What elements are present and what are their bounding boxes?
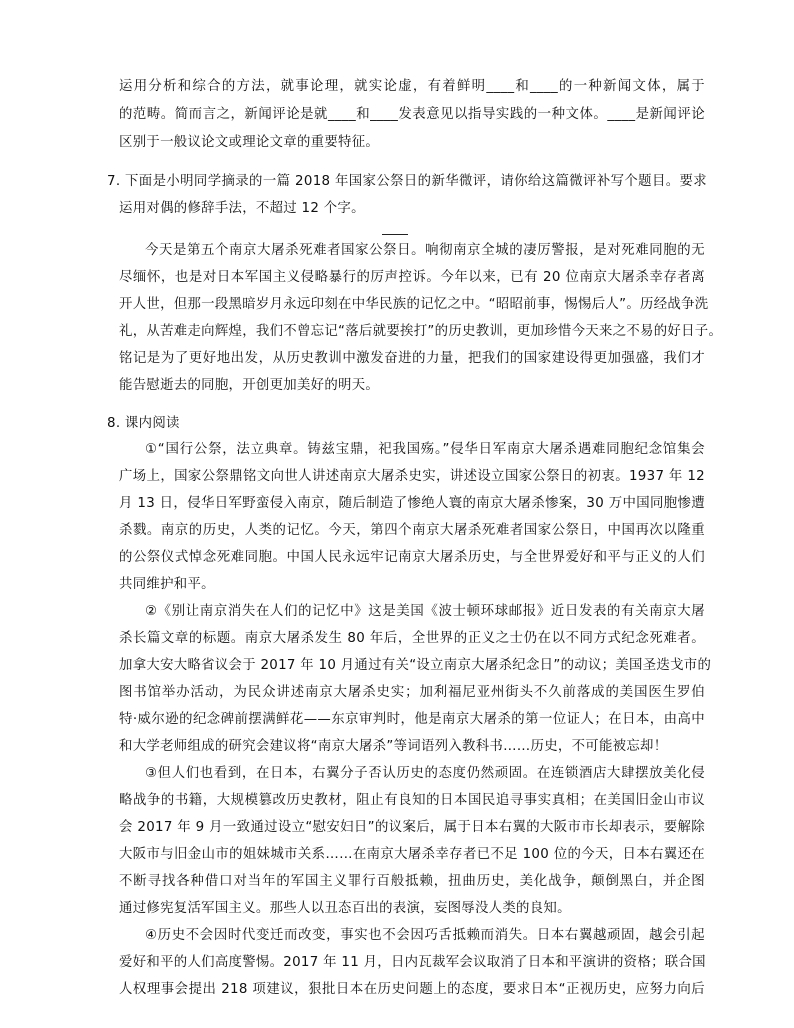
q8-p2-line-5: 特·威尔逊的纪念碑前摆满鲜花——东京审判时，他是南京大屠杀的第一位证人；在日本，由高中 (119, 712, 705, 727)
q8-p3-line-5: 不断寻找各种借口对当年的军国主义罪行百般抵赖，扭曲历史，美化战争，颠倒黑白，并企图 (119, 874, 705, 889)
q8-p3-line-3: 会 2017 年 9 月一致通过设立“慰安妇日”的议案后，属于日本右翼的大阪市市长却表示，要解除 (119, 820, 705, 835)
q8-p1-line-5: 的公祭仪式悼念死难同胞。中国人民永远牢记南京大屠杀历史，与全世界爱好和平与正义的人们 (119, 550, 705, 565)
q8-p3-line-1: ③但人们也看到，在日本，右翼分子否认历史的态度仍然顽固。在连锁酒店大肆摆放美化侵 (145, 766, 705, 781)
q7-passage-line-3: 开人世，但那一段黑暗岁月永远印刻在中华民族的记忆之中。“昭昭前事，惕惕后人”。历经战争洗 (119, 297, 709, 312)
q8-p4-line-3: 人权理事会提出 218 项建议，狠批日本在历史问题上的态度，要求日本“正视历史，应努力向后 (119, 982, 705, 997)
q7-passage-line-4: 礼，从苦难走向辉煌，我们不曾忘记“落后就要挨打”的历史教训，更加珍惜今天来之不易的好日子。 (119, 324, 723, 339)
q8-title: 8. 课内阅读 (107, 416, 180, 431)
q8-p1-line-2: 广场上，国家公祭鼎铭文向世人讲述南京大屠杀史实，讲述设立国家公祭日的初衷。1937 年 12 (119, 469, 705, 484)
q7-prompt-line-1: 7. 下面是小明同学摘录的一篇 2018 年国家公祭日的新华微评，请你给这篇微评补写个题目。要求 (107, 174, 707, 189)
q8-p3-line-4: 大阪市与旧金山市的姐妹城市关系……在南京大屠杀幸存者已不足 100 位的今天，日本右翼还在 (119, 847, 705, 862)
q8-p3-line-6: 通过修宪复活军国主义。那些人以丑态百出的表演，妄图辱没人类的良知。 (119, 901, 571, 916)
q8-p1-line-6: 共同维护和平。 (119, 577, 215, 592)
q8-p4-line-1: ④历史不会因时代变迁而改变，事实也不会因巧舌抵赖而消失。日本右翼越顽固，越会引起 (145, 928, 705, 943)
q7-passage-line-2: 尽缅怀，也是对日本军国主义侵略暴行的厉声控诉。今年以来，已有 20 位南京大屠杀幸存者离 (119, 270, 705, 285)
q7-passage-line-5: 铭记是为了更好地出发，从历史教训中激发奋进的力量，把我们的国家建设得更加强盛，我们才 (119, 351, 705, 366)
q8-p2-line-4: 图书馆举办活动，为民众讲述南京大屠杀史实；加利福尼亚州街头不久前落成的美国医生罗伯 (119, 685, 705, 700)
intro-line-1: 运用分析和综合的方法，就事论理，就实论虚，有着鲜明____和____的一种新闻文体，属于 (119, 79, 705, 94)
q8-p2-line-6: 和大学老师组成的研究会建议将“南京大屠杀”等词语列入教科书……历史，不可能被忘却！ (119, 739, 668, 754)
q7-answer-blank[interactable] (382, 234, 408, 235)
q8-p3-line-2: 略战争的书籍，大规模篡改历史教材，阻止有良知的日本国民追寻事实真相；在美国旧金山市议 (119, 793, 705, 808)
q7-passage-line-1: 今天是第五个南京大屠杀死难者国家公祭日。响彻南京全城的凄厉警报，是对死难同胞的无 (145, 243, 705, 258)
q8-p1-line-3: 月 13 日，侵华日军野蛮侵入南京，随后制造了惨绝人寰的南京大屠杀惨案，30 万中国同胞惨遭 (119, 496, 705, 511)
q8-p1-line-1: ①“国行公祭，法立典章。铸兹宝鼎，祀我国殇。”侵华日军南京大屠杀遇难同胞纪念馆集会 (145, 442, 705, 457)
q7-passage-line-6: 能告慰逝去的同胞，开创更加美好的明天。 (119, 378, 380, 393)
intro-line-2: 的范畴。简而言之，新闻评论是就____和____发表意见以指导实践的一种文体。____是新闻评论 (119, 107, 705, 122)
q8-p1-line-4: 杀戮。南京的历史，人类的记忆。今天，第四个南京大屠杀死难者国家公祭日，中国再次以隆重 (119, 523, 705, 538)
q8-p2-line-1: ②《别让南京消失在人们的记忆中》这是美国《波士顿环球邮报》近日发表的有关南京大屠 (145, 604, 705, 619)
q8-p4-line-2: 爱好和平的人们高度警惕。2017 年 11 月，日内瓦裁军会议取消了日本和平演讲的资格；联合国 (119, 955, 706, 970)
q8-p2-line-2: 杀长篇文章的标题。南京大屠杀发生 80 年后，全世界的正义之士仍在以不同方式纪念死难者。 (119, 631, 705, 646)
intro-line-3: 区别于一般议论文或理论文章的重要特征。 (119, 135, 380, 150)
q7-prompt-line-2: 运用对偶的修辞手法，不超过 12 个字。 (119, 201, 365, 216)
q8-p2-line-3: 加拿大安大略省议会于 2017 年 10 月通过有关“设立南京大屠杀纪念日”的动议；美国圣迭戈市的 (119, 658, 712, 673)
